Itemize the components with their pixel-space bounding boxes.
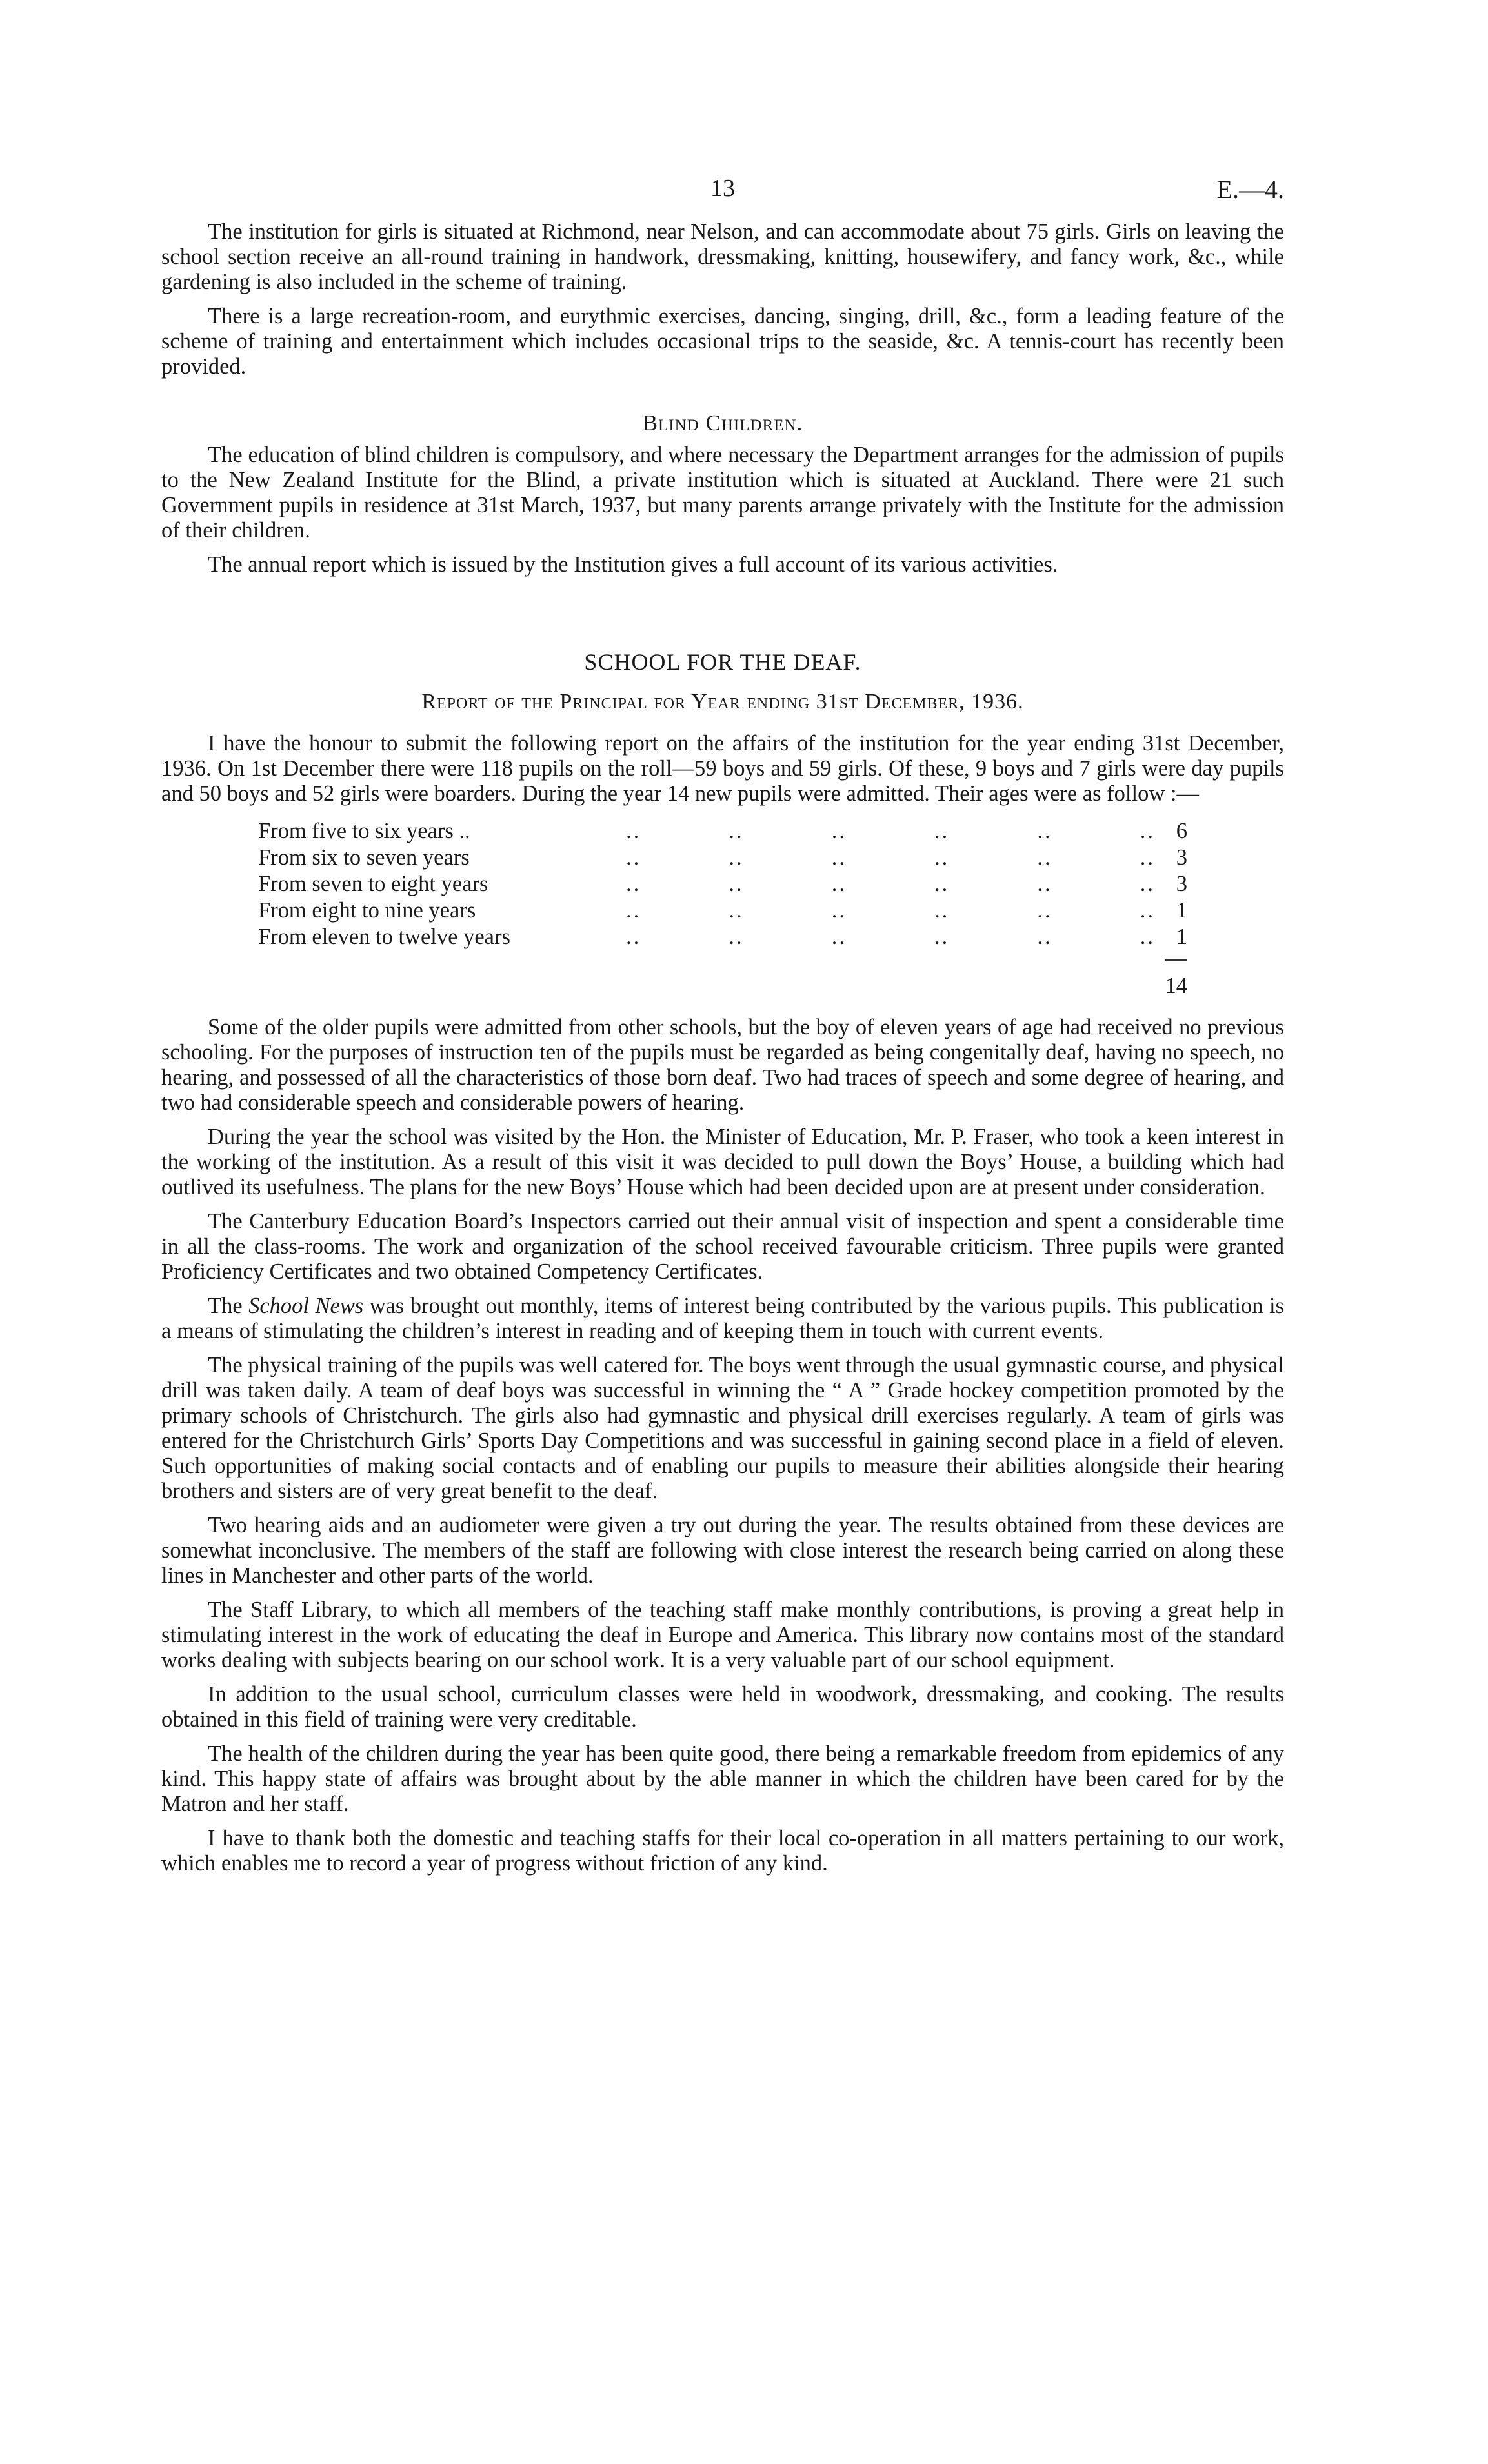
pupil-ages-table xyxy=(258,818,1187,1002)
age-count: 1 xyxy=(1176,925,1187,949)
total-rule-row xyxy=(258,950,1187,970)
table-row xyxy=(258,845,1187,871)
document-page xyxy=(161,174,1284,1885)
total-row xyxy=(258,970,1187,1002)
page-header xyxy=(161,174,1284,219)
minister-visit-paragraph: During the year the school was visited by the Hon. the Minister of Education, Mr. P. Fraser, who took a keen interest in the working of the institution. As a result of this visit it was decided to pull down the Boys’ House, a building which had outlived its usefulness. The plans for the new Boys’ House which had been decided upon are at present under consideration. xyxy=(161,1125,1284,1199)
dot-leader: .. .. .. .. .. .. xyxy=(626,872,1155,896)
dot-leader: .. .. .. .. .. .. xyxy=(626,898,1155,923)
age-range-label: From eight to nine years xyxy=(258,898,476,923)
table-row xyxy=(258,871,1187,897)
principal-report-subheading: Report of the Principal for Year ending 31st December, 1936. xyxy=(421,690,1024,714)
thanks-paragraph: I have to thank both the domestic and teaching staffs for their local co-operation in all matters pertaining to our work, which enables me to record a year of progress without friction of any kind. xyxy=(161,1826,1284,1876)
age-count: 1 xyxy=(1176,898,1187,923)
table-row xyxy=(258,818,1187,845)
age-count: 3 xyxy=(1176,872,1187,896)
total-divider xyxy=(1165,959,1187,970)
blind-children-paragraph: The education of blind children is compulsory, and where necessary the Department arranges for the admission of pupils to the New Zealand Institute for the Blind, a private institution which is situated at Auckland. There were 21 such Government pupils in residence at 31st March, 1937, but many parents arrange privately with the Institute for the admission of their children. xyxy=(161,443,1284,543)
school-for-deaf-heading: SCHOOL FOR THE DEAF. xyxy=(584,649,861,675)
ages-total: 14 xyxy=(1165,974,1187,998)
table-row xyxy=(258,897,1187,924)
intro-paragraph-girls-institution: The institution for girls is situated at Richmond, near Nelson, and can accommodate about 75 girls. Girls on leaving the school section receive an all-round training in handwork, dressmaking, knitting, housewifery, and fancy work, &c., while gardening is also included in the scheme of training. xyxy=(161,219,1284,294)
age-range-label: From seven to eight years xyxy=(258,872,488,896)
dot-leader: .. .. .. .. .. .. xyxy=(626,925,1155,949)
dot-leader: .. .. .. .. .. .. xyxy=(626,845,1155,870)
staff-library-paragraph: The Staff Library, to which all members of the teaching staff make monthly contributions, is proving a great help in stimulating interest in the work of educating the deaf in Europe and America. This library now contains most of the standard works dealing with subjects bearing on our school work. It is a very valuable part of our school equipment. xyxy=(161,1598,1284,1672)
hearing-aids-paragraph: Two hearing aids and an audiometer were given a try out during the year. The results obtained from these devices are somewhat inconclusive. The members of the staff are following with close interest the research being carried on along these lines in Manchester and other parts of the world. xyxy=(161,1513,1284,1588)
blind-children-heading: Blind Children. xyxy=(642,410,803,436)
older-pupils-paragraph: Some of the older pupils were admitted from other schools, but the boy of eleven years of age had received no previous schooling. For the purposes of instruction ten of the pupils must be regarded as being congenitally deaf, having no speech, no hearing, and possessed of all the characteristics of those born deaf. Two had traces of speech and some degree of hearing, and two had considerable speech and considerable powers of hearing. xyxy=(161,1015,1284,1115)
age-count: 6 xyxy=(1176,819,1187,843)
inspection-paragraph: The Canterbury Education Board’s Inspectors carried out their annual visit of inspection and spent a considerable time in all the class-rooms. The work and organization of the school received favourable criticism. Three pupils were granted Proficiency Certificates and two obtained Competency Certificates. xyxy=(161,1209,1284,1284)
table-row xyxy=(258,924,1187,950)
physical-training-paragraph: The physical training of the pupils was well catered for. The boys went through the usual gymnastic course, and physical drill was taken daily. A team of deaf boys was successful in winning the “ A ” Grade hockey competition promoted by the primary schools of Christchurch. The girls also had gymnastic and physical drill exercises regularly. A team of girls was entered for the Christchurch Girls’ Sports Day Competitions and was successful in gaining second place in a field of eleven. Such opportunities of making social contacts and of enabling our pupils to measure their abilities alongside their hearing brothers and sisters are of very great benefit to the deaf. xyxy=(161,1353,1284,1503)
age-range-label: From six to seven years xyxy=(258,845,470,870)
curriculum-classes-paragraph: In addition to the usual school, curriculum classes were held in woodwork, dressmaking, and cooking. The results obtained in this field of training were very creditable. xyxy=(161,1682,1284,1732)
document-reference: E.—4. xyxy=(1216,175,1284,204)
page-number: 13 xyxy=(710,175,735,202)
blind-children-annual-report-paragraph: The annual report which is issued by the Institution gives a full account of its various activities. xyxy=(208,552,1058,577)
health-paragraph: The health of the children during the year has been quite good, there being a remarkable freedom from epidemics of any kind. This happy state of affairs was brought about by the able manner in which the children have been cared for by the Matron and her staff. xyxy=(161,1741,1284,1816)
school-news-paragraph: The School News was brought out monthly, items of interest being contributed by the various pupils. This publication is a means of stimulating the children’s interest in reading and of keeping them in touch with current events. xyxy=(161,1294,1284,1343)
age-range-label: From eleven to twelve years xyxy=(258,925,510,949)
age-range-label: From five to six years .. xyxy=(258,819,470,843)
dot-leader: .. .. .. .. .. .. xyxy=(626,819,1155,843)
age-count: 3 xyxy=(1176,845,1187,870)
intro-paragraph-recreation: There is a large recreation-room, and eurythmic exercises, dancing, singing, drill, &c., form a leading feature of the scheme of training and entertainment which includes occasional trips to the seaside, &c. A tennis-court has recently been provided. xyxy=(161,304,1284,379)
report-opening-paragraph: I have the honour to submit the following report on the affairs of the institution for the year ending 31st December, 1936. On 1st December there were 118 pupils on the roll—59 boys and 59 girls. Of these, 9 boys and 7 girls were day pupils and 50 boys and 52 girls were boarders. During the year 14 new pupils were admitted. Their ages were as follow :— xyxy=(161,731,1284,806)
school-news-title: School News xyxy=(248,1294,364,1318)
